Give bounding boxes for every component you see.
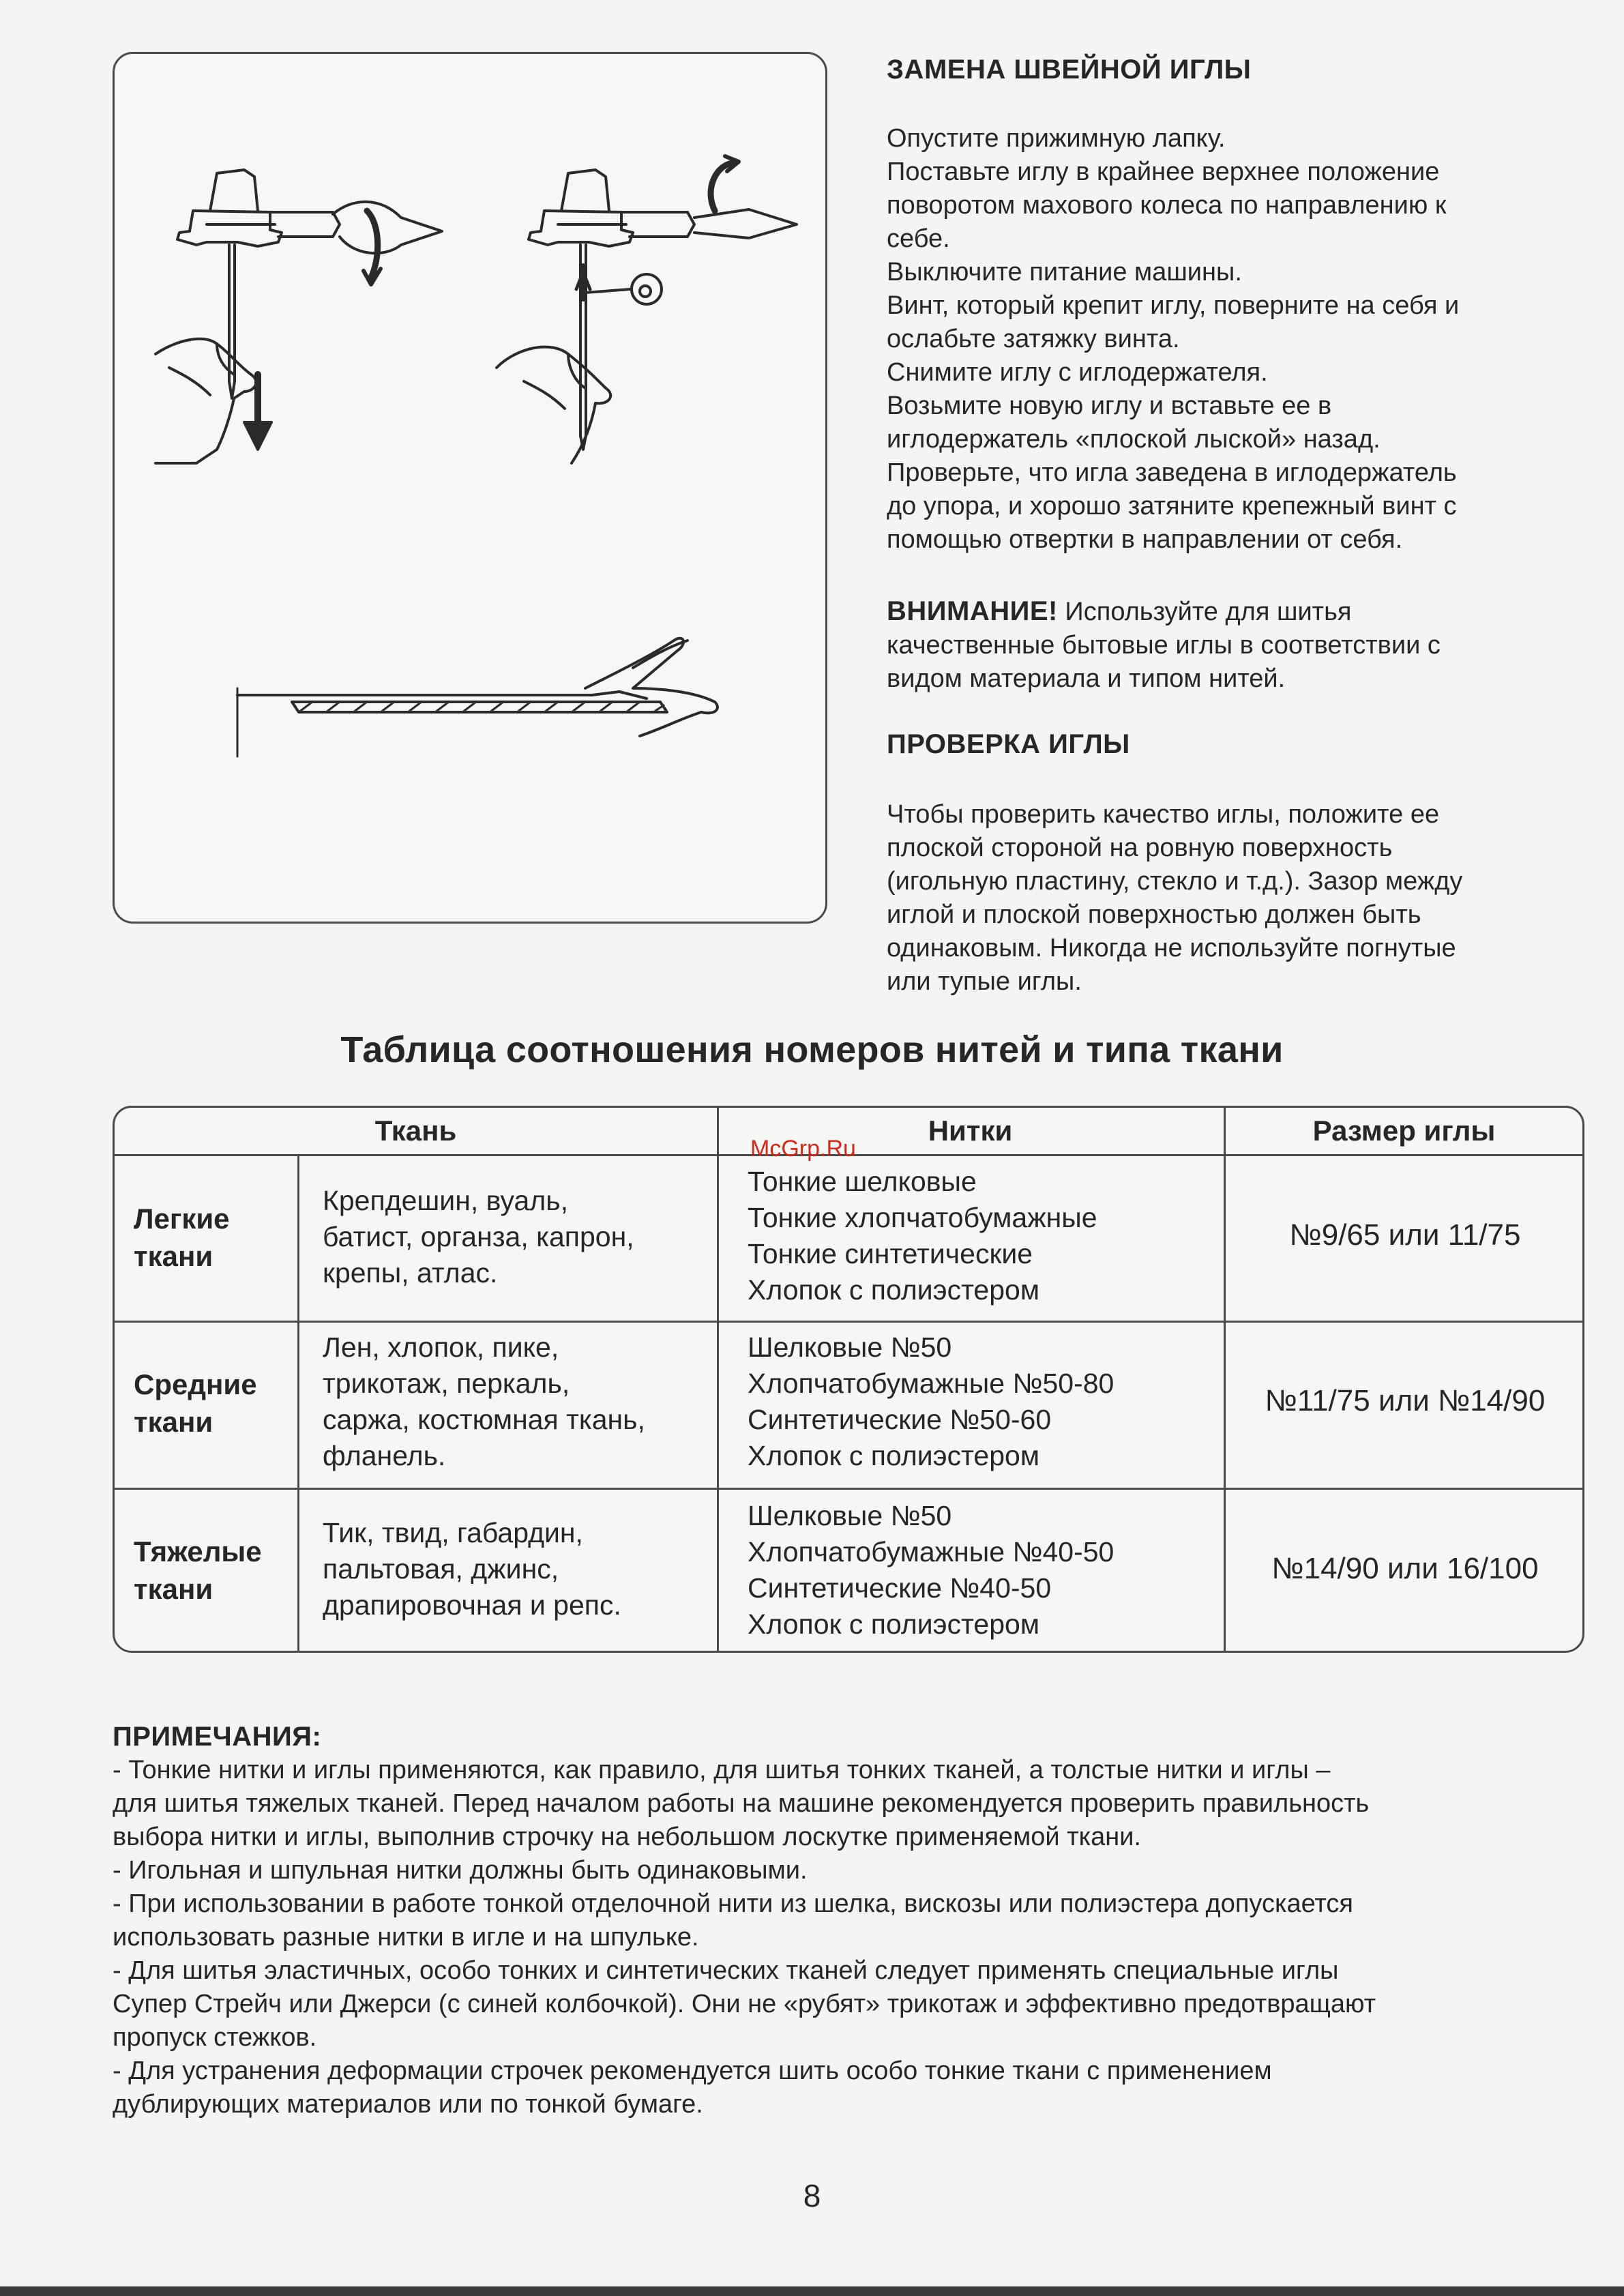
needle-check-text (887, 798, 1562, 999)
warning-label: ВНИМАНИЕ! (887, 596, 1058, 626)
warning-text: видом материала и типом нитей. (887, 664, 1286, 693)
step-line: до упора, и хорошо затяните крепежный винт с (887, 492, 1457, 520)
step-line: себе. (887, 224, 950, 253)
note-line: - Игольная и шпульная нитки должны быть одинаковыми. (113, 1856, 808, 1885)
screwdriver (694, 209, 797, 238)
needle-flat-zoom (632, 274, 662, 304)
check-hand (585, 638, 718, 736)
needle-replacement-steps (887, 122, 1562, 557)
step-line: Проверьте, что игла заведена в иглодержатель (887, 458, 1457, 487)
step-line: Возьмите новую иглу и вставьте ее в (887, 392, 1332, 420)
table-divider (115, 1321, 1582, 1323)
watermark: McGrp.Ru (750, 1136, 856, 1162)
row-medium-threads: Шелковые №50 Хлопчатобумажные №50-80 Синтетические №50-60 Хлопок с полиэстером (748, 1331, 1114, 1471)
check-line: Чтобы проверить качество иглы, положите ее (887, 800, 1440, 829)
check-line: (игольную пластину, стекло и т.д.). Зазор между (887, 867, 1463, 896)
step-line: Выключите питание машины. (887, 258, 1242, 286)
row-heavy-size: №14/90 или 16/100 (1271, 1552, 1539, 1585)
note-line: дублирующих материалов или по тонкой бумаге. (113, 2090, 703, 2119)
note-line: использовать разные нитки в игле и на шпульке. (113, 1923, 699, 1952)
note-line: Супер Стрейч или Джерси (с синей колбочкой). Они не «рубят» трикотаж и эффективно предотвращают (113, 1990, 1376, 2018)
note-line: пропуск стежков. (113, 2023, 317, 2052)
table-divider (115, 1488, 1582, 1490)
header-threads: Нитки (928, 1115, 1013, 1147)
warning-text: Используйте для шитья (1057, 598, 1352, 626)
left-needle-clamp (177, 211, 282, 246)
note-line: - Для шитья эластичных, особо тонких и синтетических тканей следует применять специальные иглы (113, 1956, 1339, 1985)
row-heavy-threads: Шелковые №50 Хлопчатобумажные №40-50 Синтетические №40-50 Хлопок с полиэстером (748, 1500, 1114, 1640)
needle-replacement-section (887, 53, 1562, 87)
warning-block (887, 595, 1562, 696)
row-light-category: Легкие ткани (134, 1203, 230, 1272)
right-hand (497, 347, 610, 463)
header-fabric: Ткань (374, 1115, 457, 1147)
test-needle (237, 692, 647, 698)
check-line: или тупые иглы. (887, 967, 1082, 996)
page-number: 8 (803, 2178, 821, 2213)
note-line: - При использовании в работе тонкой отделочной нити из шелка, вискозы или полиэстера допускается (113, 1889, 1354, 1918)
row-heavy-fabrics: Тик, твид, габардин, пальтовая, джинс, драпировочная и репс. (323, 1517, 621, 1621)
table-title: Таблица соотношения номеров нитей и типа ткани (340, 1029, 1284, 1070)
table-divider (717, 1108, 719, 1651)
scan-edge (0, 2286, 1624, 2296)
check-line: плоской стороной на ровную поверхность (887, 834, 1393, 862)
row-light-threads: Тонкие шелковые Тонкие хлопчатобумажные Тонкие синтетические Хлопок с полиэстером (748, 1166, 1097, 1306)
row-medium-fabrics: Лен, хлопок, пике, трикотаж, перкаль, саржа, костюмная ткань, фланель. (323, 1331, 645, 1471)
header-needle-size: Размер иглы (1312, 1115, 1496, 1147)
needle-check-heading: ПРОВЕРКА ИГЛЫ (887, 729, 1130, 759)
table-divider (297, 1154, 299, 1651)
step-line: Поставьте иглу в крайнее верхнее положение (887, 158, 1440, 186)
needle-illustration-frame (113, 52, 827, 924)
step-line: иглодержатель «плоской лыской» назад. (887, 425, 1381, 454)
check-line: иглой и плоской поверхностью должен быть (887, 900, 1421, 929)
notes-heading: ПРИМЕЧАНИЯ: (113, 1722, 322, 1752)
row-heavy-category: Тяжелые ткани (134, 1535, 262, 1605)
needle-replacement-illustration (115, 54, 825, 922)
needle-replacement-heading: ЗАМЕНА ШВЕЙНОЙ ИГЛЫ (887, 55, 1252, 85)
note-line: для шитья тяжелых тканей. Перед началом работы на машине рекомендуется проверить правильность (113, 1789, 1370, 1818)
warning-text: качественные бытовые иглы в соответствии с (887, 631, 1441, 660)
row-medium-size: №11/75 или №14/90 (1265, 1384, 1546, 1417)
right-needle-clamp (529, 211, 633, 246)
step-line: Снимите иглу с иглодержателя. (887, 358, 1268, 387)
step-line: Опустите прижимную лапку. (887, 124, 1226, 153)
step-line: Винт, который крепит иглу, поверните на себя и (887, 291, 1460, 320)
needle-check-section (887, 728, 1562, 761)
row-medium-category: Средние ткани (134, 1368, 257, 1438)
check-line: одинаковым. Никогда не используйте погнутые (887, 934, 1456, 962)
thread-needle-table (113, 1106, 1584, 1653)
note-line: - Для устранения деформации строчек рекомендуется шить особо тонкие ткани с применением (113, 2057, 1272, 2085)
step-line: помощью отвертки в направлении от себя. (887, 525, 1403, 554)
step-line: ослабьте затяжку винта. (887, 325, 1180, 353)
note-line: - Тонкие нитки и иглы применяются, как правило, для шитья тонких тканей, а толстые нитки и иглы – (113, 1756, 1331, 1784)
left-rotate-arrow (367, 211, 378, 279)
left-hand (156, 339, 256, 463)
notes-section (113, 1720, 1593, 2121)
row-light-fabrics: Крепдешин, вуаль, батист, органза, капрон, крепы, атлас. (323, 1185, 634, 1289)
row-light-size: №9/65 или 11/75 (1289, 1218, 1521, 1252)
step-line: поворотом махового колеса по направлению к (887, 191, 1447, 220)
note-line: выбора нитки и иглы, выполнив строчку на небольшом лоскутке применяемой ткани. (113, 1823, 1141, 1851)
